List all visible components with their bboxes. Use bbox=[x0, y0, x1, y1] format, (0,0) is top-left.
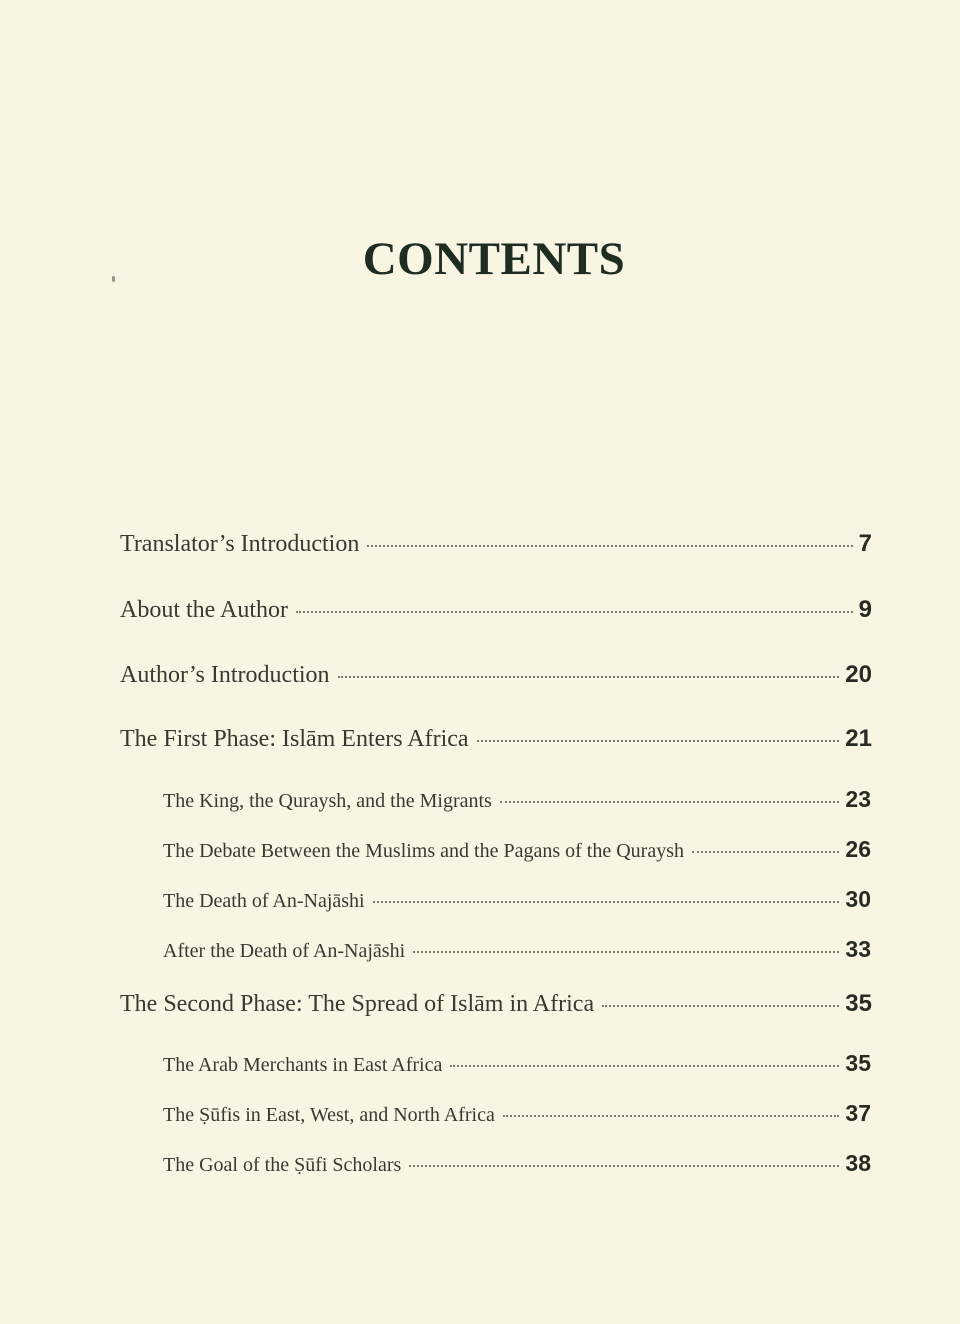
toc-entry-label: The Second Phase: The Spread of Islām in Africa bbox=[120, 991, 595, 1017]
toc-dot-leader bbox=[503, 1115, 840, 1117]
toc-dot-leader bbox=[296, 611, 853, 613]
toc-page-number: 20 bbox=[845, 661, 872, 688]
toc-page-number: 35 bbox=[845, 1050, 871, 1076]
toc-page-number: 23 bbox=[845, 786, 871, 812]
toc-entry bbox=[120, 725, 872, 753]
toc-entry-label: The Death of An-Najāshi bbox=[163, 890, 365, 912]
toc-dot-leader bbox=[409, 1165, 839, 1167]
page-title: CONTENTS bbox=[362, 233, 626, 285]
toc-entry-label: The King, the Quraysh, and the Migrants bbox=[163, 790, 492, 812]
toc-dot-leader bbox=[413, 951, 839, 953]
toc-entry-label: About the Author bbox=[120, 597, 288, 623]
toc-subentry bbox=[163, 1150, 871, 1177]
toc-subentry bbox=[163, 936, 871, 963]
toc-entry-label: After the Death of An-Najāshi bbox=[163, 940, 406, 962]
toc-page-number: 30 bbox=[845, 886, 871, 912]
toc-entry-label: The Arab Merchants in East Africa bbox=[163, 1054, 443, 1076]
toc-page-number: 33 bbox=[845, 936, 871, 962]
toc-dot-leader bbox=[477, 740, 840, 742]
toc-entry-label: Translator’s Introduction bbox=[120, 531, 360, 557]
toc-entry bbox=[120, 661, 872, 689]
toc-subentry bbox=[163, 836, 871, 863]
toc-entry-label: The Ṣūfis in East, West, and North Africa bbox=[163, 1104, 495, 1126]
toc-page-number: 26 bbox=[845, 836, 871, 862]
toc-entry bbox=[120, 596, 872, 624]
toc-page-number: 35 bbox=[845, 990, 872, 1017]
toc-subentry bbox=[163, 1100, 871, 1127]
toc-dot-leader bbox=[373, 901, 840, 903]
toc-dot-leader bbox=[500, 801, 840, 803]
toc-dot-leader bbox=[450, 1065, 839, 1067]
toc-page-number: 37 bbox=[845, 1100, 871, 1126]
toc-dot-leader bbox=[692, 851, 839, 853]
toc-entry bbox=[120, 530, 872, 558]
toc-page-number: 9 bbox=[858, 596, 872, 623]
toc-entry-label: The Goal of the Ṣūfi Scholars bbox=[163, 1154, 402, 1176]
page-speck bbox=[112, 276, 115, 282]
toc-dot-leader bbox=[338, 676, 840, 678]
toc-entry-label: The Debate Between the Muslims and the Pagans of the Quraysh bbox=[163, 840, 684, 862]
toc-dot-leader bbox=[602, 1005, 839, 1007]
toc-page-number: 7 bbox=[858, 530, 872, 557]
toc-entry-label: Author’s Introduction bbox=[120, 662, 330, 688]
toc-page-number: 38 bbox=[845, 1150, 871, 1176]
toc-subentry bbox=[163, 1050, 871, 1077]
toc-entry-label: The First Phase: Islām Enters Africa bbox=[120, 726, 469, 752]
toc-subentry bbox=[163, 786, 871, 813]
toc-dot-leader bbox=[367, 545, 852, 547]
toc-entry bbox=[120, 990, 872, 1018]
toc-subentry bbox=[163, 886, 871, 913]
toc-page-number: 21 bbox=[845, 725, 872, 752]
